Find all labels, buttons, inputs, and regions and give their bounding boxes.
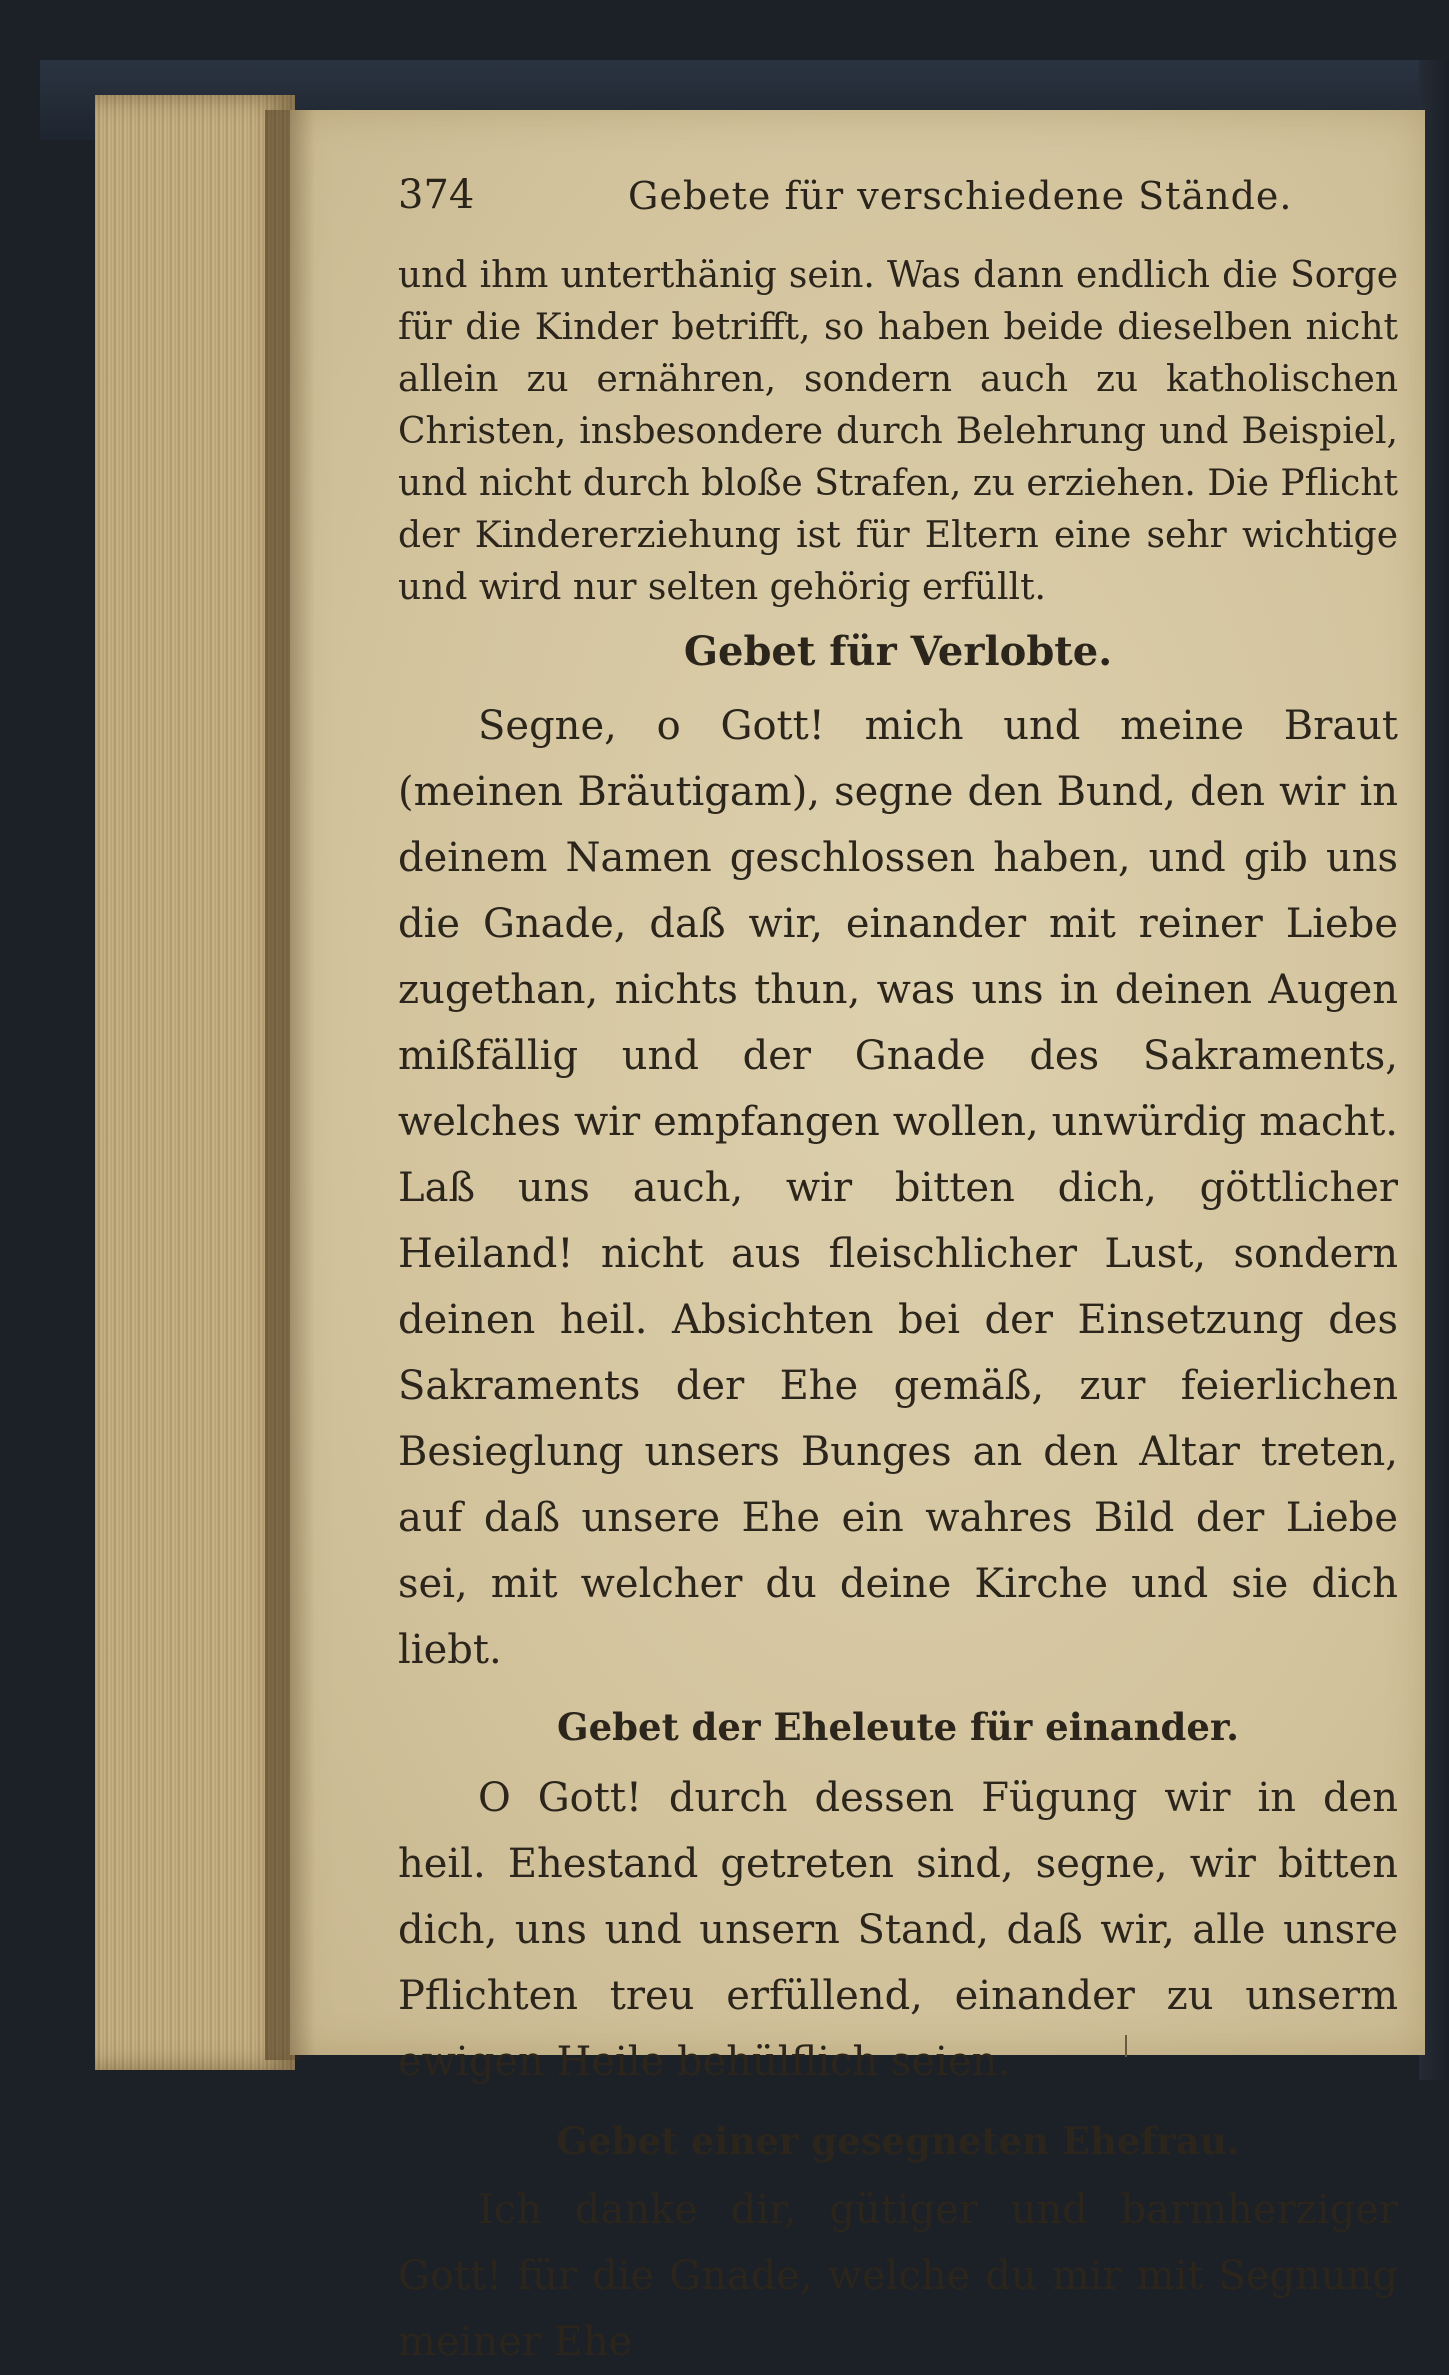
section-text-spouses: O Gott! durch dessen Fügung wir in den heil. Ehestand getreten sind, segne, wir bitten dich, uns und unsern Stand, daß wir, alle unsre Pflichten treu erfüllend, einander zu unserm ewigen Heile behülflich seien. (398, 1775, 1398, 2085)
section-text-betrothed: Segne, o Gott! mich und meine Braut (meinen Bräutigam), segne den Bund, den wir in deinem Namen geschlossen haben, und gib uns die Gnade, daß wir, einander mit reiner Liebe zugethan, nichts thun, was uns in deinen Augen mißfällig und der Gnade des Sakraments, welches wir empfangen wollen, unwürdig macht. Laß uns auch, wir bitten dich, göttlicher Heiland! nicht aus fleischlicher Lust, sondern deinen heil. Absichten bei der Einsetzung des Sakraments der Ehe gemäß, zur feierlichen Besieglung unsers Bunges an den Altar treten, auf daß unsere Ehe ein wahres Bild der Liebe sei, mit welcher du deine Kirche und sie dich liebt. (398, 703, 1398, 1673)
page-header (398, 162, 1398, 232)
intro-paragraph: und ihm unterthänig sein. Was dann endlich die Sorge für die Kinder betrifft, so haben beide dieselben nicht allein zu ernähren, sondern auch zu katholischen Christen, insbesondere durch Belehrung und Beispiel, und nicht durch bloße Strafen, zu erziehen. Die Pflicht der Kindererziehung ist für Eltern eine sehr wichtige und wird nur selten gehörig erfüllt. (398, 255, 1398, 608)
book-page (290, 110, 1425, 2365)
section-heading-spouses: Gebet der Eheleute für einander. (557, 1705, 1239, 1749)
section-heading-betrothed: Gebet für Verlobte. (683, 628, 1113, 675)
page-body (398, 250, 1398, 2375)
gutter-shadow (265, 110, 315, 2060)
section-text-expectant-wife: Ich danke dir, gütiger und barmherziger Gott! für die Gnade, welche du mir mit Segnung meiner Ehe (398, 2187, 1398, 2365)
section-heading-expectant-wife: Gebet einer gesegneten Ehefrau. (556, 2119, 1240, 2163)
page-number: 374 (398, 172, 475, 218)
printer-mark (1125, 2035, 1135, 2057)
running-head: Gebete für verschiedene Stände. (628, 174, 1293, 218)
